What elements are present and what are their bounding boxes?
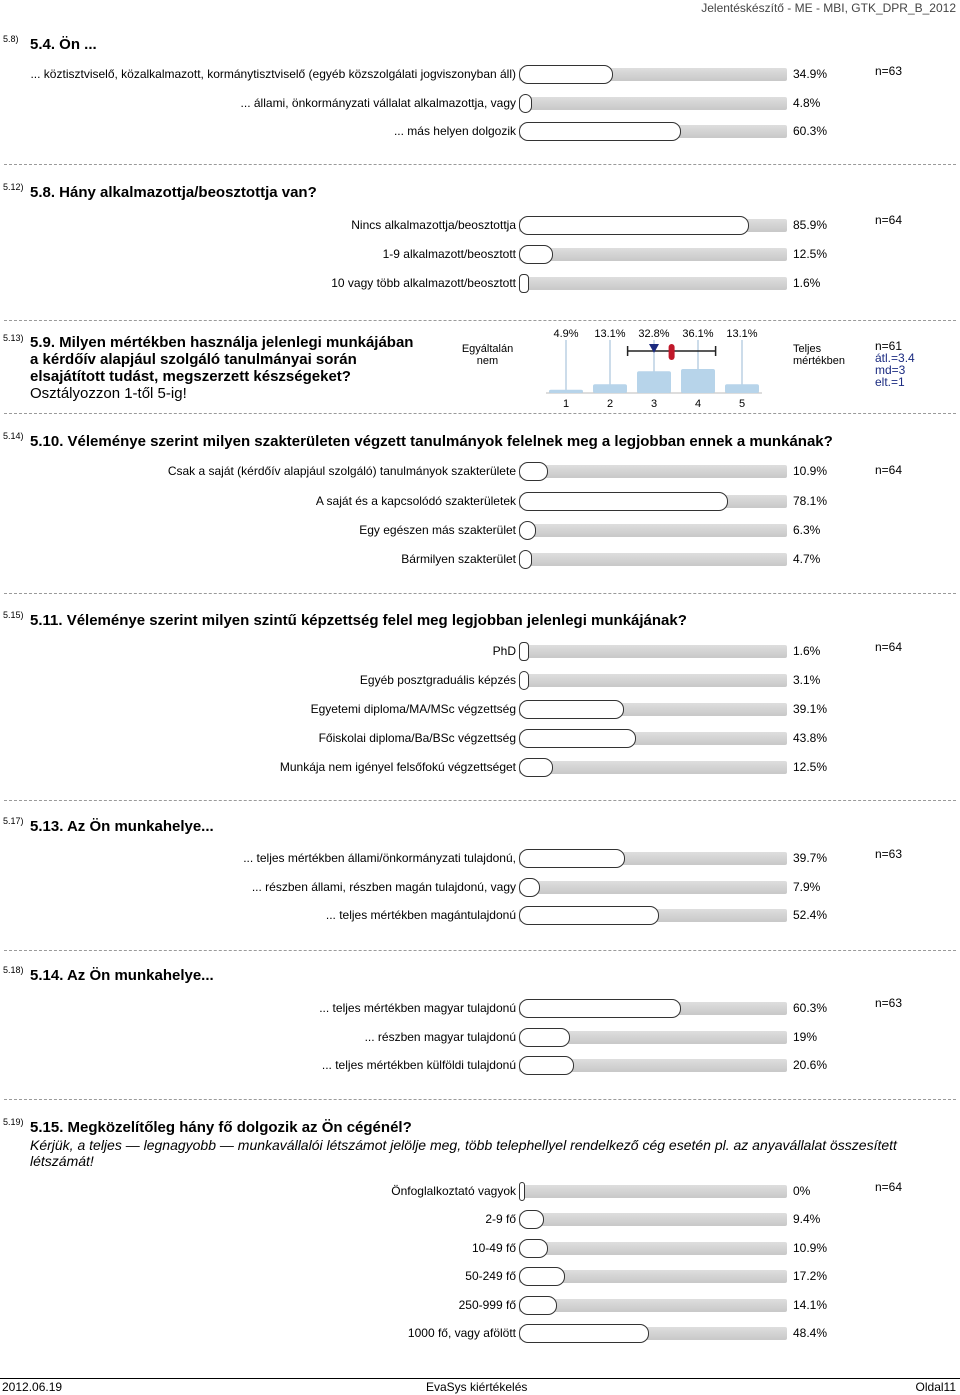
bar-fill — [519, 1210, 544, 1229]
answer-row — [0, 670, 960, 692]
question-number: 5.12) — [3, 182, 24, 192]
answer-row — [0, 641, 960, 663]
answer-percentage: 10.9% — [793, 1241, 828, 1255]
bar-fill — [519, 550, 532, 569]
footer-rule — [0, 1378, 960, 1379]
distribution-percent-label: 4.9% — [553, 328, 579, 340]
bar-fill — [519, 122, 681, 141]
answer-label: 50-249 fő — [465, 1269, 516, 1283]
answer-row — [0, 273, 960, 295]
section-separator — [4, 320, 956, 321]
bar-fill — [519, 906, 659, 925]
bar-fill — [519, 878, 540, 897]
percentage-bar — [519, 700, 787, 719]
percentage-bar — [519, 1239, 787, 1258]
answer-row — [0, 728, 960, 750]
respondent-count: n=63 — [875, 64, 903, 78]
answer-percentage: 10.9% — [793, 464, 828, 478]
distribution-category-label: 5 — [738, 398, 746, 410]
answer-percentage: 78.1% — [793, 494, 828, 508]
bar-track — [519, 524, 787, 537]
answer-percentage: 12.5% — [793, 760, 828, 774]
stat-mean: átl.=3.4 — [875, 351, 915, 365]
answer-row — [0, 93, 960, 115]
percentage-bar — [519, 492, 787, 511]
bar-fill — [519, 1296, 557, 1315]
percentage-bar — [519, 550, 787, 569]
percentage-bar — [519, 274, 787, 293]
answer-row — [0, 848, 960, 870]
mean-marker-icon — [669, 344, 675, 360]
question-number: 5.15) — [3, 610, 24, 620]
scale-statistics — [875, 340, 915, 388]
answer-percentage: 52.4% — [793, 908, 828, 922]
answer-row — [0, 998, 960, 1020]
answer-row — [0, 549, 960, 571]
answer-percentage: 17.2% — [793, 1269, 828, 1283]
question-number: 5.14) — [3, 431, 24, 441]
section-separator — [4, 1099, 956, 1100]
answer-label: 1-9 alkalmazott/beosztott — [382, 247, 516, 261]
answer-row — [0, 1266, 960, 1288]
footer-center: EvaSys kiértékelés — [426, 1380, 528, 1394]
bar-track — [519, 645, 787, 658]
answer-label: Egy egészen más szakterület — [359, 523, 516, 537]
bar-fill — [519, 216, 749, 235]
percentage-bar — [519, 1182, 787, 1201]
respondent-count: n=64 — [875, 1180, 903, 1194]
answer-percentage: 43.8% — [793, 731, 828, 745]
bar-track — [519, 277, 787, 290]
answer-row — [0, 1323, 960, 1345]
scale-left-pole: Egyáltalán nem — [461, 343, 514, 367]
percentage-bar — [519, 1296, 787, 1315]
percentage-bar — [519, 1056, 787, 1075]
percentage-bar — [519, 245, 787, 264]
answer-percentage: 85.9% — [793, 218, 828, 232]
distribution-chart — [530, 326, 780, 410]
respondent-count: n=63 — [875, 847, 903, 861]
answer-percentage: 19% — [793, 1030, 818, 1044]
answer-percentage: 1.6% — [793, 276, 821, 290]
percentage-bar — [519, 906, 787, 925]
answer-percentage: 3.1% — [793, 673, 821, 687]
footer-page: Oldal11 — [915, 1380, 956, 1394]
answer-percentage: 48.4% — [793, 1326, 828, 1340]
answer-percentage: 12.5% — [793, 247, 828, 261]
bar-fill — [519, 1267, 565, 1286]
respondent-count: n=64 — [875, 463, 903, 477]
section-separator — [4, 413, 956, 414]
answer-label: 10 vagy több alkalmazott/beosztott — [331, 276, 516, 290]
question-number: 5.17) — [3, 816, 24, 826]
answer-label: 2-9 fő — [485, 1212, 516, 1226]
answer-row — [0, 699, 960, 721]
percentage-bar — [519, 65, 787, 84]
distribution-bar — [725, 384, 759, 393]
section-separator — [4, 950, 956, 951]
answer-percentage: 60.3% — [793, 1001, 828, 1015]
answer-percentage: 4.8% — [793, 96, 821, 110]
answer-row — [0, 1181, 960, 1203]
distribution-bar — [549, 390, 583, 393]
answer-label: Bármilyen szakterület — [401, 552, 516, 566]
percentage-bar — [519, 1028, 787, 1047]
answer-label: Nincs alkalmazottja/beosztottja — [351, 218, 516, 232]
respondent-count: n=64 — [875, 213, 903, 227]
answer-label: ... teljes mértékben állami/önkormányzati tulajdonú, — [243, 851, 516, 865]
percentage-bar — [519, 642, 787, 661]
bar-fill — [519, 492, 728, 511]
section-separator — [4, 800, 956, 801]
percentage-bar — [519, 758, 787, 777]
answer-percentage: 34.9% — [793, 67, 828, 81]
bar-fill — [519, 758, 553, 777]
answer-row — [0, 1055, 960, 1077]
answer-label: ... teljes mértékben magántulajdonú — [325, 908, 516, 922]
scale-right-pole: Teljes mértékben — [793, 343, 845, 367]
question-instruction: Kérjük, a teljes — legnagyobb — munkavállalói létszámot jelölje meg, több telephellyel rendelkező cég esetén pl. az anyavállalat összesített létszámát! — [30, 1137, 897, 1169]
bar-fill — [519, 274, 529, 293]
answer-row — [0, 461, 960, 483]
answer-row — [0, 244, 960, 266]
percentage-bar — [519, 1210, 787, 1229]
percentage-bar — [519, 521, 787, 540]
bar-fill — [519, 671, 529, 690]
distribution-category-label: 1 — [562, 398, 570, 410]
percentage-bar — [519, 1267, 787, 1286]
bar-track — [519, 1213, 787, 1226]
answer-percentage: 39.7% — [793, 851, 828, 865]
answer-label: 1000 fő, vagy afölött — [407, 1326, 516, 1340]
report-footer — [0, 1378, 960, 1395]
question-title: 5.13. Az Ön munkahelye... — [30, 818, 214, 835]
answer-row — [0, 1027, 960, 1049]
stat-median: md=3 — [875, 363, 906, 377]
bar-fill — [519, 642, 529, 661]
answer-label: ... részben állami, részben magán tulajdonú, vagy — [251, 880, 516, 894]
answer-row — [0, 905, 960, 927]
answer-label: 10-49 fő — [471, 1241, 516, 1255]
question-number: 5.13) — [3, 333, 24, 343]
answer-row — [0, 757, 960, 779]
question-title: 5.11. Véleménye szerint milyen szintű képzettség felel meg legjobban jelenlegi munkájának? — [30, 612, 687, 629]
answer-row — [0, 64, 960, 86]
answer-row — [0, 877, 960, 899]
distribution-category-label: 2 — [606, 398, 614, 410]
bar-fill — [519, 1028, 570, 1047]
bar-track — [519, 553, 787, 566]
question-title: 5.8. Hány alkalmazottja/beosztottja van? — [30, 184, 317, 201]
bar-fill — [519, 999, 681, 1018]
answer-percentage: 1.6% — [793, 644, 821, 658]
distribution-category-label: 3 — [650, 398, 658, 410]
answer-row — [0, 121, 960, 143]
bar-fill — [519, 700, 624, 719]
answer-row — [0, 1295, 960, 1317]
distribution-percent-label: 13.1% — [594, 328, 626, 340]
bar-track — [519, 97, 787, 110]
bar-track — [519, 248, 787, 261]
percentage-bar — [519, 1324, 787, 1343]
bar-fill — [519, 1324, 649, 1343]
footer-date: 2012.06.19 — [2, 1380, 63, 1394]
answer-percentage: 4.7% — [793, 552, 821, 566]
answer-row — [0, 491, 960, 513]
answer-percentage: 6.3% — [793, 523, 821, 537]
distribution-bar — [593, 384, 627, 393]
distribution-percent-label: 36.1% — [682, 328, 714, 340]
answer-percentage: 7.9% — [793, 880, 821, 894]
bar-fill — [519, 1056, 574, 1075]
bar-track — [519, 1242, 787, 1255]
answer-label: ... állami, önkormányzati vállalat alkalmazottja, vagy — [240, 96, 516, 110]
answer-label: Főiskolai diploma/Ba/BSc végzettség — [318, 731, 516, 745]
bar-fill — [519, 849, 625, 868]
percentage-bar — [519, 878, 787, 897]
distribution-bar — [681, 369, 715, 393]
question-number: 5.8) — [3, 34, 19, 44]
percentage-bar — [519, 849, 787, 868]
bar-fill — [519, 65, 613, 84]
answer-percentage: 20.6% — [793, 1058, 828, 1072]
report-header-title: Jelentéskészítő - ME - MBI, GTK_DPR_B_2012 — [701, 1, 956, 15]
distribution-bar — [637, 371, 671, 393]
answer-percentage: 60.3% — [793, 124, 828, 138]
answer-percentage: 9.4% — [793, 1212, 821, 1226]
answer-percentage: 14.1% — [793, 1298, 828, 1312]
percentage-bar — [519, 462, 787, 481]
respondent-count: n=64 — [875, 640, 903, 654]
answer-label: Csak a saját (kérdőív alapjául szolgáló) tanulmányok szakterülete — [167, 464, 516, 478]
bar-fill — [519, 94, 532, 113]
answer-label: Önfoglalkoztató vagyok — [391, 1184, 516, 1198]
respondent-count: n=63 — [875, 996, 903, 1010]
section-separator — [4, 593, 956, 594]
answer-label: ... teljes mértékben magyar tulajdonú — [319, 1001, 516, 1015]
question-title: 5.10. Véleménye szerint milyen szakterületen végzett tanulmányok felelnek meg a legjobban ennek a munkának? — [30, 433, 833, 450]
section-separator — [4, 164, 956, 165]
answer-label: A saját és a kapcsolódó szakterületek — [315, 494, 516, 508]
answer-label: Egyetemi diploma/MA/MSc végzettség — [310, 702, 516, 716]
question-title: 5.9. Milyen mértékben használja jelenlegi munkájában a kérdőív alapjául szolgáló tanulmányai során elsajátított tudást, megszerzett készségeket? Osztályozzon 1-től 5-ig! — [30, 334, 414, 402]
answer-row — [0, 1238, 960, 1260]
bar-track — [519, 881, 787, 894]
answer-label: ... teljes mértékben külföldi tulajdonú — [321, 1058, 516, 1072]
percentage-bar — [519, 999, 787, 1018]
bar-fill — [519, 521, 536, 540]
distribution-category-label: 4 — [694, 398, 702, 410]
answer-percentage: 39.1% — [793, 702, 828, 716]
stat-sd: elt.=1 — [875, 375, 905, 389]
answer-label: Munkája nem igényel felsőfokú végzettséget — [279, 760, 516, 774]
bar-fill — [519, 729, 636, 748]
answer-label: PhD — [492, 644, 516, 658]
bar-fill — [519, 245, 553, 264]
question-title: 5.14. Az Ön munkahelye... — [30, 967, 214, 984]
percentage-bar — [519, 729, 787, 748]
bar-fill — [519, 462, 548, 481]
question-title: 5.15. Megközelítőleg hány fő dolgozik az Ön cégénél? — [30, 1119, 412, 1136]
bar-track — [519, 465, 787, 478]
bar-fill — [519, 1182, 525, 1201]
bar-track — [519, 1185, 787, 1198]
answer-label: Egyéb posztgraduális képzés — [359, 673, 516, 687]
percentage-bar — [519, 671, 787, 690]
answer-label: 250-999 fő — [458, 1298, 516, 1312]
percentage-bar — [519, 94, 787, 113]
distribution-percent-label: 32.8% — [638, 328, 670, 340]
question-number: 5.18) — [3, 965, 24, 975]
answer-row — [0, 215, 960, 237]
percentage-bar — [519, 122, 787, 141]
question-title: 5.4. Ön ... — [30, 36, 97, 53]
bar-fill — [519, 1239, 548, 1258]
answer-row — [0, 520, 960, 542]
bar-track — [519, 761, 787, 774]
answer-percentage: 0% — [793, 1184, 811, 1198]
answer-row — [0, 1209, 960, 1231]
distribution-percent-label: 13.1% — [726, 328, 758, 340]
answer-label: ... köztisztviselő, közalkalmazott, kormánytisztviselő (egyéb közszolgálati jogviszonyban áll) — [30, 67, 516, 81]
bar-track — [519, 1299, 787, 1312]
question-number: 5.19) — [3, 1117, 24, 1127]
answer-label: ... más helyen dolgozik — [393, 124, 516, 138]
answer-label: ... részben magyar tulajdonú — [364, 1030, 516, 1044]
stat-n: n=61 — [875, 339, 903, 353]
percentage-bar — [519, 216, 787, 235]
bar-track — [519, 674, 787, 687]
